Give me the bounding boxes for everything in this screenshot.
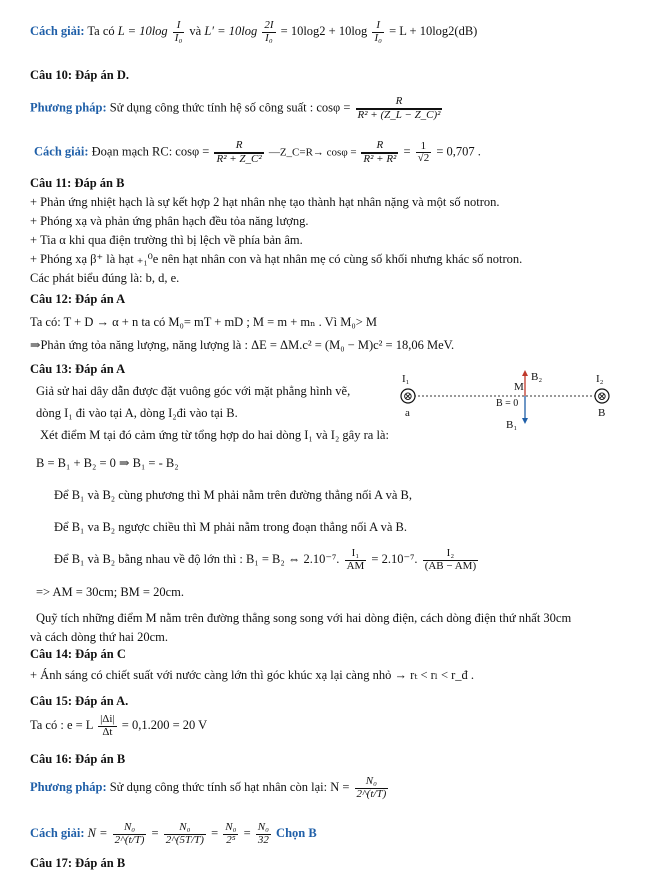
solution-label: Cách giải: (30, 23, 85, 38)
question-15-heading: Câu 15: Đáp án A. (30, 694, 129, 708)
fraction: $\frac{\text{N₀}}{2\^{}(5T/T)}$ (165, 821, 204, 846)
q11-line: Các phát biểu đúng là: b, d, e. (30, 271, 180, 285)
eq: = L + 10log2(dB) (389, 23, 478, 38)
label-b2: B₂ (531, 371, 543, 383)
question-14-heading: Câu 14: Đáp án C (30, 647, 126, 661)
text: —Z_C=R→ cosφ = (268, 146, 360, 159)
line-solution-rc (34, 140, 481, 165)
fraction: $\frac{R}{\text{R² + Z\_C²}}$ (216, 139, 262, 165)
solution-label: Cách giải: (30, 825, 85, 840)
text: Sử dụng công thức tính số hạt nhân còn lại: N = (109, 779, 353, 794)
label-i2: I₂ (596, 373, 604, 385)
q13-line: Xét điểm M tại đó cảm ứng từ tổng hợp do hai dòng I₁ và I₂ gây ra là: (40, 428, 389, 442)
fraction: $\frac{R}{\text{R² + R²}}$ (363, 139, 397, 165)
label-b-zero: B = 0 (496, 398, 519, 409)
label-i1: I₁ (402, 373, 410, 385)
question-11-heading: Câu 11: Đáp án B (30, 176, 125, 190)
label-b1: B₁ (506, 419, 518, 431)
wire-2-cross-icon: ⊗ (596, 389, 608, 403)
fraction: $\frac{I}{\text{I₀}}$ (174, 19, 183, 44)
q13-line: Để B₁ va B₂ ngược chiều thì M phải nằm trong đoạn thẳng nối A và B. (54, 520, 407, 534)
fraction: $\frac{|\Delta i|}{\Delta t}$ (100, 713, 115, 738)
magnetic-field-diagram (388, 368, 628, 432)
q13-conclusion: Quỹ tích những điểm M nằm trên đường thẳng song song với hai dòng điện, cách dòng điện thứ nhất 30cm (36, 611, 572, 625)
fraction: $\frac{\text{N₀}}{2\^{}(t/T)}$ (114, 821, 145, 846)
q16-solution: Cách giải: N = $\frac{\text{N₀}}{2\^{}(t/T)}$ = $\frac{\text{N₀}}{2\^{}(5T/T)}$ = $\frac{\text{N₀}}{\text{2⁵}}$ = $\frac{\text{N₀}}{32}$ Chọn B (30, 821, 317, 846)
q13-result: => AM = 30cm; BM = 20cm. (36, 585, 184, 599)
q15-equation (30, 714, 207, 738)
q11-line: + Phóng xạ và phản ứng phân hạch đều tỏa năng lượng. (30, 214, 309, 228)
text: = 0,707 . (436, 144, 481, 159)
q13-conclusion: và cách dòng thứ hai 20cm. (30, 630, 168, 644)
q14-line: + Ánh sáng có chiết suất với nước càng lớn thì góc khúc xạ lại càng nhỏ → rₜ < rₗ < r_đ . (30, 668, 475, 682)
line-l-formula (30, 20, 477, 44)
label-a: a (405, 407, 410, 419)
question-13-heading: Câu 13: Đáp án A (30, 362, 126, 376)
q13-line: dòng I₁ đi vào tại A, dòng I₂đi vào tại B. (36, 406, 238, 420)
fraction: $\frac{2I}{\text{I₀}}$ (264, 19, 274, 44)
method-label: Phương pháp: (30, 779, 107, 794)
question-16-heading: Câu 16: Đáp án B (30, 752, 126, 766)
label-m: M (514, 381, 524, 393)
q12-line: ⇒Phản ứng tỏa năng lượng, năng lượng là : ΔE = ΔM.c² = (M₀ − M)c² = 18,06 MeV. (30, 338, 455, 352)
q11-line: + Tia α khi qua điện trường thì bị lệch về phía bản âm. (30, 233, 303, 247)
text: và (189, 23, 205, 38)
solution-label: Cách giải: (34, 144, 89, 159)
label-b: B (598, 407, 606, 419)
method-label: Phương pháp: (30, 100, 107, 115)
text: Sử dụng công thức tính hệ số công suất : cosφ = (109, 100, 354, 115)
vector-b2-arrowhead (522, 370, 528, 376)
question-10-heading: Câu 10: Đáp án D. (30, 68, 129, 82)
q13-magnitude-equation (54, 548, 480, 572)
question-12-heading: Câu 12: Đáp án A (30, 292, 126, 306)
eq: L = 10log (117, 23, 168, 38)
text: = 2.10⁻⁷. (371, 551, 418, 566)
text: Ta có (87, 23, 118, 38)
text: Ta có : e = L (30, 717, 93, 732)
line-method-cos (30, 96, 444, 121)
eq: L′ = 10log (204, 23, 258, 38)
eq: N = (87, 825, 111, 840)
text: = (403, 144, 414, 159)
eq: = 10log2 + 10log (280, 23, 368, 38)
fraction: $\frac{\text{N₀}}{2\^{}(t/T)}$ (356, 775, 387, 800)
fraction: $\frac{R}{\text{R² + (Z\_L − Z\_C)²}}$ (357, 95, 441, 121)
fraction: $\frac{\text{I₁}}{AM}$ (346, 547, 365, 572)
vector-b1-arrowhead (522, 418, 528, 424)
q11-line: + Phóng xạ β⁺ là hạt ₊₁⁰e nên hạt nhân con và hạt nhân mẹ có cùng số khối nhưng khác số notron. (30, 252, 523, 266)
text: Đoạn mạch RC: cosφ = (91, 144, 213, 159)
q13-line: Giả sử hai dây dẫn được đặt vuông góc với mặt phẳng hình vẽ, (36, 384, 351, 398)
fraction: $\frac{\text{N₀}}{\text{2⁵}}$ (225, 821, 237, 846)
question-17-heading: Câu 17: Đáp án B (30, 856, 126, 870)
diagram-svg (388, 368, 628, 432)
q12-line: Ta có: T + D → α + n ta có M₀= mT + mD ; M = m + mₙ . Vì M₀> M (30, 315, 378, 329)
fraction: $\frac{I}{\text{I₀}}$ (374, 19, 382, 44)
fraction: $\frac{1}{√2}$ (417, 139, 430, 165)
q16-method (30, 776, 390, 800)
q11-line: + Phản ứng nhiệt hạch là sự kết hợp 2 hạt nhân nhẹ tạo thành hạt nhân nặng và một số notron. (30, 195, 500, 209)
text: = 0,1.200 = 20 V (121, 717, 208, 732)
wire-1-cross-icon: ⊗ (402, 389, 414, 403)
answer-choice: Chọn B (276, 825, 317, 840)
fraction: $\frac{\text{N₀}}{32}$ (257, 821, 269, 846)
q13-line: Để B₁ và B₂ cùng phương thì M phải nằm trên đường thẳng nối A và B, (54, 488, 413, 502)
text: Để B₁ và B₂ bằng nhau về độ lớn thì : B₁ = B₂ ⇔ 2.10⁻⁷. (54, 551, 340, 566)
fraction: $\frac{\text{I₂}}{(AB - AM)}$ (424, 547, 477, 572)
q13-vector-equation: B = B₁ + B₂ = 0 ⇒ B₁ = - B₂ (36, 456, 179, 470)
